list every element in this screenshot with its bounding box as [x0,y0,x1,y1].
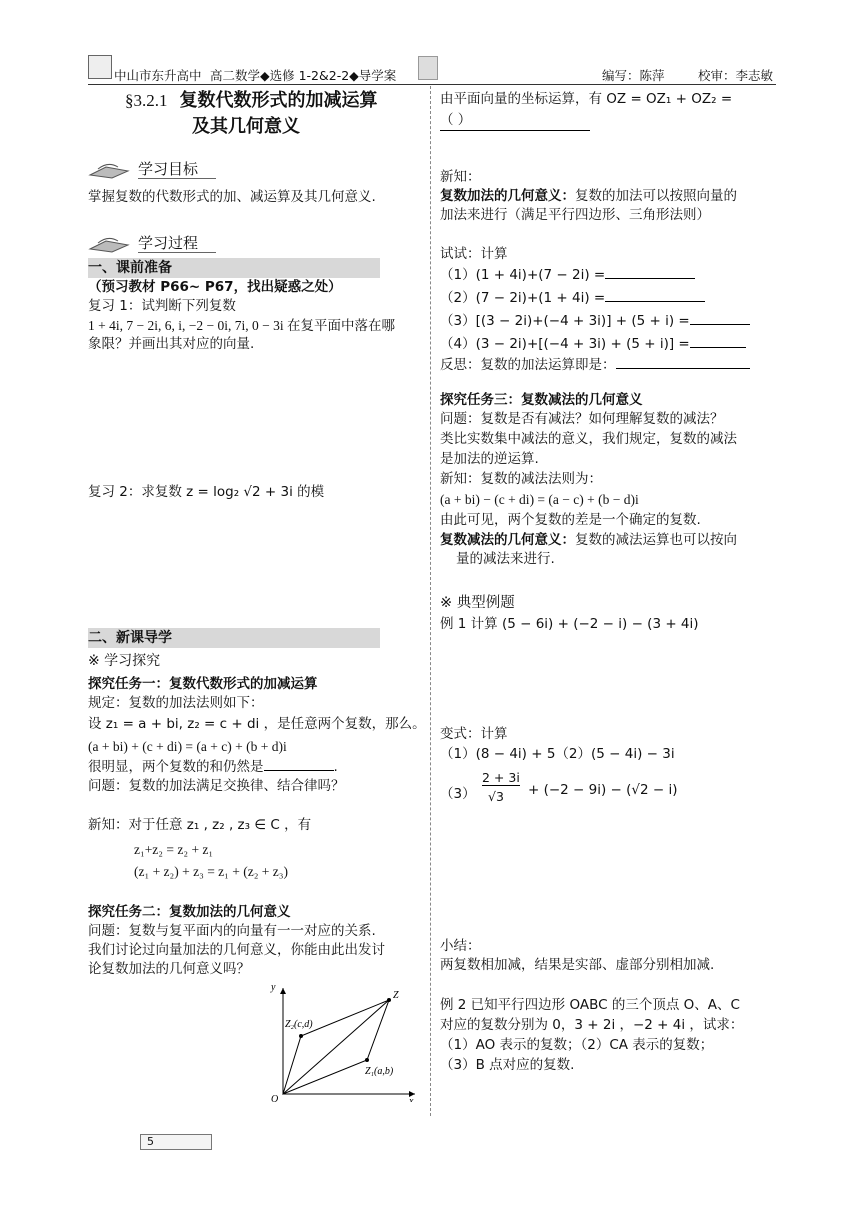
lesson-number: §3.2.1 [125,91,168,110]
summary-text: 两复数相加减，结果是实部、虚部分别相加减. [440,957,715,973]
lesson-title [125,88,425,140]
try-1: （1）(1 + 4i)+(7 − 2i) = [440,266,695,285]
question-2-line-2: 我们讨论过向量加法的几何意义，你能由此出发讨 [88,942,385,958]
y-axis-label: y [271,982,276,993]
z-label: Z [393,990,399,1001]
x-axis-label: x [409,1096,414,1102]
task-3-heading: 探究任务三：复数减法的几何意义 [440,392,643,408]
addition-geometry: 复数加法的几何意义：复数的加法可以按照向量的 [440,188,737,204]
task-1-heading: 探究任务一：复数代数形式的加减运算 [88,676,318,692]
header-school: 中山市东升高中 [114,68,202,83]
example-2-line-2: 对应的复数分别为 0，3 + 2i ，−2 + 4i ，试求： [440,1017,744,1033]
summary-heading: 小结： [440,938,481,954]
title-line-1: 复数代数形式的加减运算 [179,90,378,111]
review-1-label: 复习 1：试判断下列复数 [88,298,236,314]
origin-label: O [271,1094,279,1102]
variant-1-2: （1）(8 − 4i) + 5（2）(5 − 4i) − 3i [440,746,675,762]
header-author: 编写：陈萍 [602,68,665,83]
page-number: 5 [140,1134,212,1150]
question-1: 问题：复数的加法满足交换律、结合律吗？ [88,778,345,794]
try-heading: 试试：计算 [440,246,508,262]
variant-heading: 变式：计算 [440,726,508,742]
question-2-line-1: 问题：复数与复平面内的向量有一一对应的关系. [88,923,376,939]
example-2-line-1: 例 2 已知平行四边形 OABC 的三个顶点 O、A、C [440,997,740,1013]
z1-label: Z₁(a,b) [365,1066,394,1077]
new-knowledge-1: 新知：对于任意 z₁ , z₂ , z₃ ∈ C ，有 [88,817,312,833]
new-knowledge-2: 新知： [440,169,481,185]
task-2-heading: 探究任务二：复数加法的几何意义 [88,904,291,920]
examples-heading: ※ 典型例题 [440,595,515,611]
vector-addition-graph [265,982,425,1102]
vector-blank: （ ） [440,111,590,131]
subtraction-geometry: 复数减法的几何意义：复数的减法运算也可以按向 [440,532,737,548]
preview-note: （预习教材 P66~ P67，找出疑惑之处） [88,279,342,295]
vector-coordinate-line: 由平面向量的坐标运算，有 OZ = OZ₁ + OZ₂ = [440,91,733,107]
z2-label: Z₂(c,d) [285,1019,313,1030]
subtraction-formula: (a + bi) − (c + di) = (a − c) + (b − d)i [440,492,639,507]
review-1-end: 象限？并画出其对应的向量. [88,336,255,352]
goals-text: 掌握复数的代数形式的加、减运算及其几何意义. [88,189,376,205]
commutative-law: z₁+z₂ = z₂ + z₁ [134,842,214,857]
question-3-line-2: 类比实数集中减法的意义，我们规定，复数的减法 [440,431,737,447]
try-2: （2）(7 − 2i)+(1 + 4i) = [440,289,705,308]
difference-note: 由此可见，两个复数的差是一个确定的复数. [440,512,701,528]
question-3-line-3: 是加法的逆运算. [440,451,539,467]
explore-heading: ※ 学习探究 [88,653,161,669]
review-2: 复习 2：求复数 z = log₂ √2 + 3i 的模 [88,484,325,500]
subtraction-rule: 新知：复数的减法法则为： [440,471,602,487]
example-2-line-4: （3）B 点对应的复数. [440,1057,575,1073]
addition-geometry-cont: 加法来进行（满足平行四边形、三角形法则） [440,207,710,223]
book-icon [88,235,130,253]
addition-rule: 规定：复数的加法法则如下： [88,695,264,711]
try-3: （3）[(3 − 2i)+(−4 + 3i)] + (5 + i) = [440,312,750,331]
subtraction-geometry-cont: 量的减法来进行. [456,551,555,567]
associative-law: (z₁ + z₂) + z₃ = z₁ + (z₂ + z₃) [134,864,288,879]
addition-formula: (a + bi) + (c + di) = (a + c) + (b + d)i [88,739,287,754]
question-2-line-3: 论复数加法的几何意义吗？ [88,961,250,977]
header-reviewer: 校审：李志敏 [698,68,774,83]
school-logo-icon [88,55,112,79]
book-icon [88,161,130,179]
title-line-2: 及其几何意义 [192,116,300,137]
process-heading: 学习过程 [88,232,216,253]
let-statement: 设 z₁ = a + bi, z₂ = c + di ，是任意两个复数，那么。 [88,716,426,732]
goals-heading: 学习目标 [88,158,216,179]
example-1: 例 1 计算 (5 − 6i) + (−2 − i) − (3 + 4i) [440,616,699,632]
column-divider [430,86,431,1116]
try-4: （4）(3 − 2i)+[(−4 + 3i) + (5 + i)] = [440,335,746,354]
closure-statement: 很明显，两个复数的和仍然是 . [88,759,338,775]
example-2-line-3: （1）AO 表示的复数；（2）CA 表示的复数； [440,1037,714,1053]
reflection: 反思：复数的加法运算即是： [440,356,750,375]
section-1-heading: 一、课前准备 [88,258,380,278]
review-1-numbers: 1 + 4i, 7 − 2i, 6, i, −2 − 0i, 7i, 0 − 3i 在复平面中落在哪 [88,318,395,333]
header-course: 高二数学◆选修 1-2&2-2◆导学案 [210,68,397,83]
section-2-heading: 二、新课导学 [88,628,380,648]
seal-icon [418,56,438,80]
question-3-line-1: 问题：复数是否有减法？如何理解复数的减法？ [440,411,724,427]
